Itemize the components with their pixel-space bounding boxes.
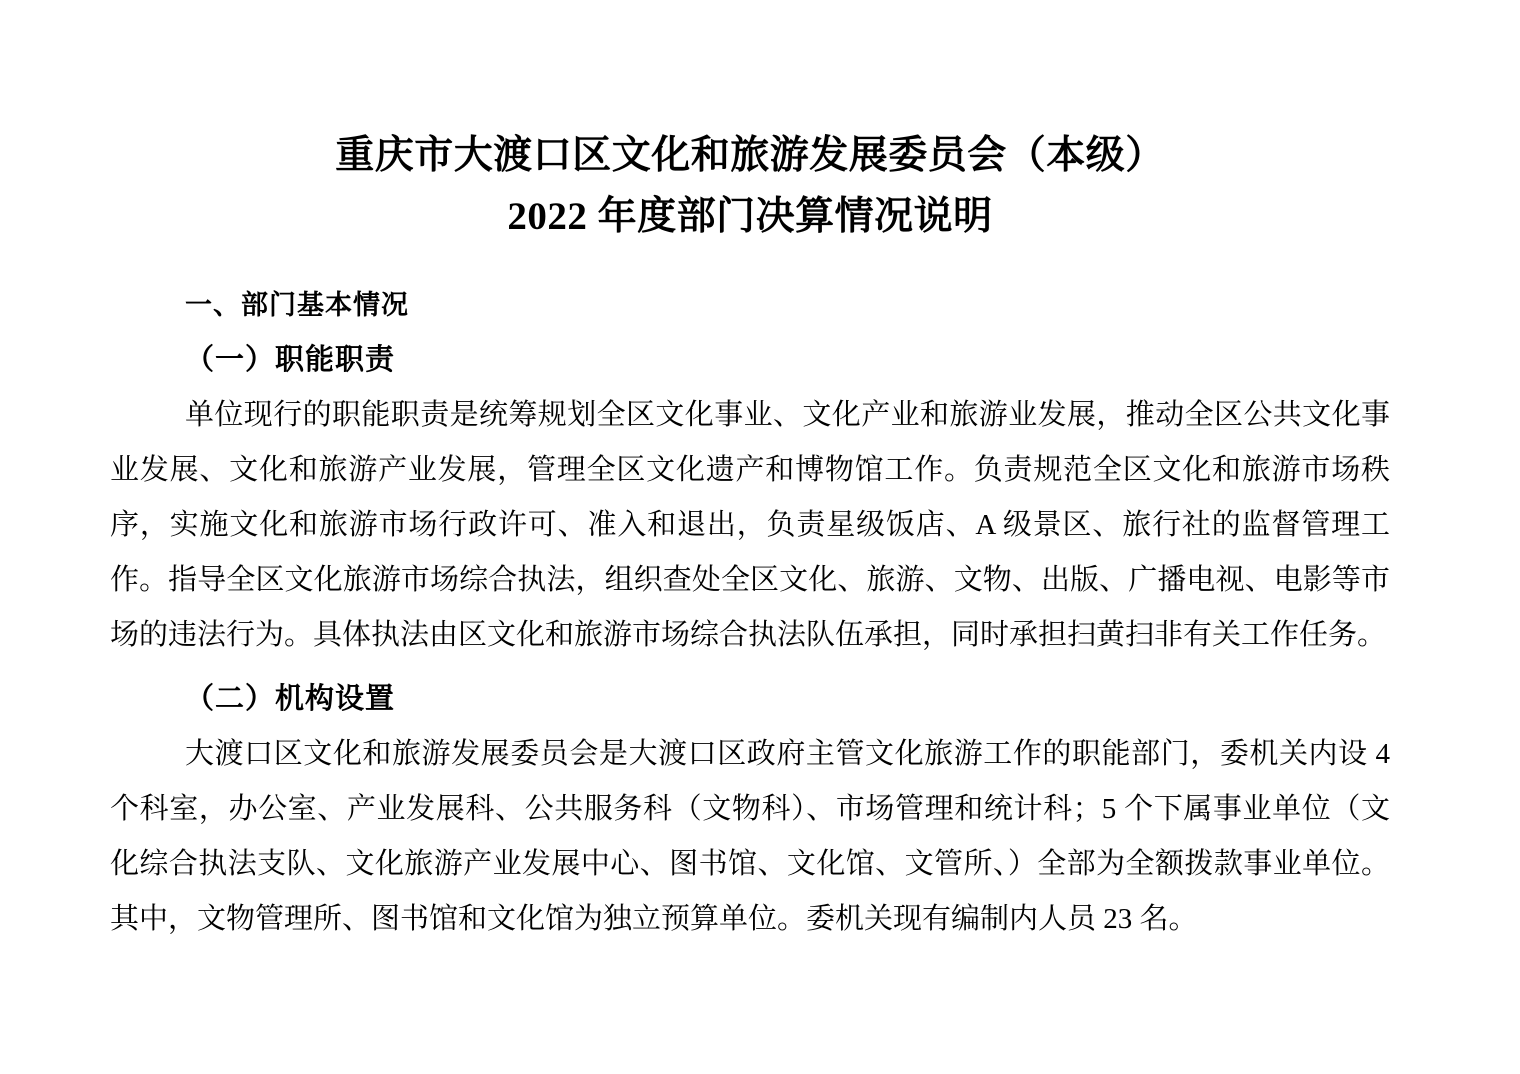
document-title <box>110 0 1390 247</box>
subsection-heading-organization-setup: （二）机构设置 <box>185 683 396 715</box>
document-title-line-1: 重庆市大渡口区文化和旅游发展委员会（本级） <box>335 134 1165 177</box>
section-heading-department-basic-info: 一、部门基本情况 <box>185 290 409 320</box>
paragraph-organization-setup: 大渡口区文化和旅游发展委员会是大渡口区政府主管文化旅游工作的职能部门，委机关内设 4 个科室，办公室、产业发展科、公共服务科（文物科）、市场管理和统计科；5 个下属事业单位（文化综合执法支队、文化旅游产业发展中心、图书馆、文化馆、文管所、）全部为全额拨款事业单位。其中，文物管理所、图书馆和文化馆为独立预算单位。委机关现有编制内人员 23 名。 <box>110 738 1390 935</box>
document-title-line-2: 2022 年度部门决算情况说明 <box>507 195 993 238</box>
document-body <box>110 278 1390 947</box>
subsection-heading-functions-duties: （一）职能职责 <box>185 344 396 376</box>
paragraph-functions-duties: 单位现行的职能职责是统筹规划全区文化事业、文化产业和旅游业发展，推动全区公共文化事业发展、文化和旅游产业发展，管理全区文化遗产和博物馆工作。负责规范全区文化和旅游市场秩序，实施文化和旅游市场行政许可、准入和退出，负责星级饭店、A 级景区、旅行社的监督管理工作。指导全区文化旅游市场综合执法，组织查处全区文化、旅游、文物、出版、广播电视、电影等市场的违法行为。具体执法由区文化和旅游市场综合执法队伍承担，同时承担扫黄扫非有关工作任务。 <box>110 399 1390 651</box>
